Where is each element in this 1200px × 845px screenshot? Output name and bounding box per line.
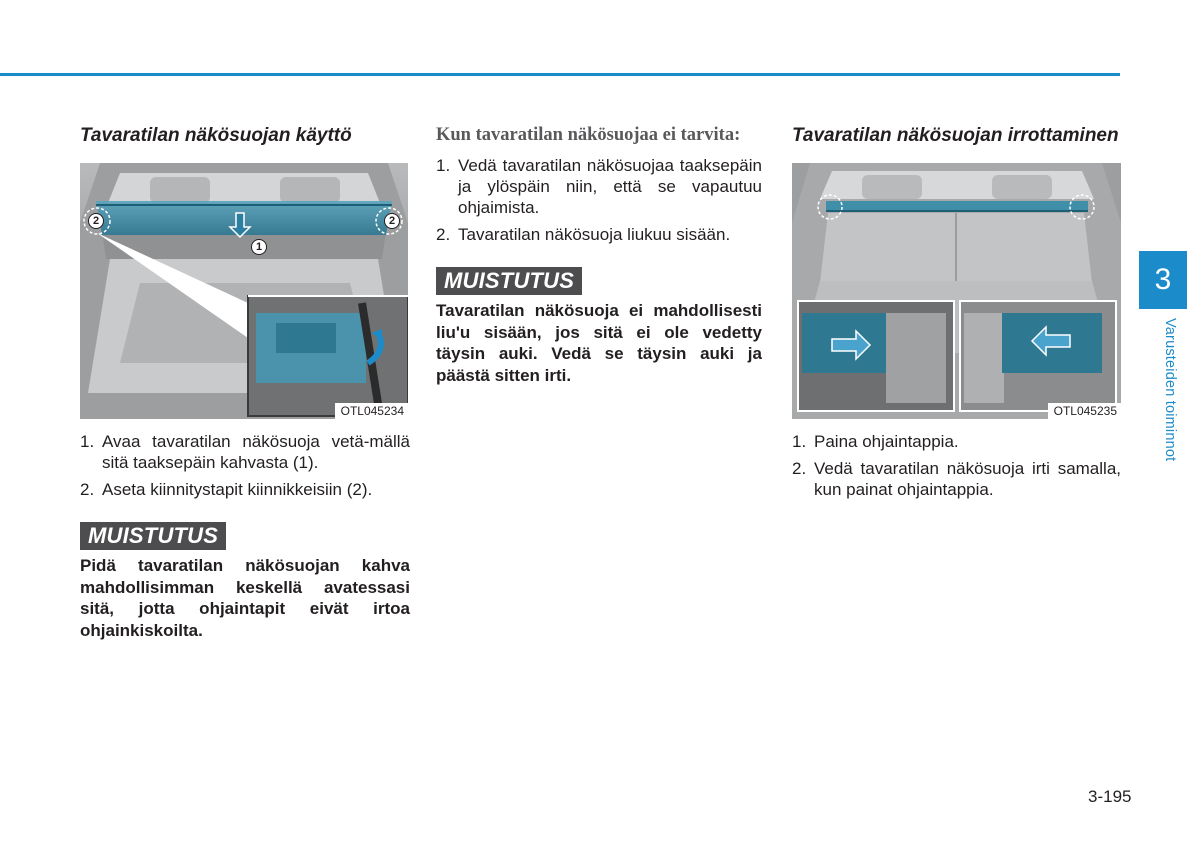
steps-list: [80, 431, 410, 500]
list-item: 1. Avaa tavaratilan näkösuoja vetä-mällä sitä taaksepäin kahvasta (1).: [80, 432, 410, 472]
column-cover-usage: [80, 125, 410, 641]
list-item: 2. Vedä tavaratilan näkösuoja irti samalla, kun painat ohjaintappia.: [792, 459, 1121, 499]
column-cover-removal: [792, 125, 1121, 506]
note-text: Tavaratilan näkösuoja ei mahdollisesti liu'u sisään, jos sitä ei ole vedetty täysin auki. Vedä se täysin auki ja päästä sitten irti.: [436, 301, 762, 385]
callout-2-right-label: 2: [384, 213, 400, 229]
cargo-removal-illustration: [792, 163, 1121, 419]
list-item: 2. Tavaratilan näkösuoja liukuu sisään.: [436, 225, 731, 244]
section-heading: Kun tavaratilan näkösuojaa ei tarvita:: [436, 125, 741, 145]
list-item: 2. Aseta kiinnitystapit kiinnikkeisiin (2).: [80, 480, 373, 499]
section-heading: Tavaratilan näkösuojan irrottaminen: [792, 125, 1119, 146]
callout-2-left-label: 2: [88, 213, 104, 229]
figure-code: OTL045235: [1048, 403, 1121, 419]
note-badge: MUISTUTUS: [436, 267, 582, 295]
chapter-number-tab: 3: [1139, 251, 1187, 309]
note-text: Pidä tavaratilan näkösuojan kahva mahdollisimman keskellä avatessasi sitä, jotta ohjaintapit eivät irtoa ohjainkiskoilta.: [80, 556, 410, 640]
steps-list: [436, 155, 762, 245]
chapter-title: Varusteiden toiminnot: [1162, 318, 1178, 462]
page-number: 3-195: [1088, 787, 1132, 806]
figure-code: OTL045234: [335, 403, 408, 419]
note-badge: MUISTUTUS: [80, 522, 226, 550]
callout-1-label: 1: [251, 239, 267, 255]
list-item: 1. Vedä tavaratilan näkösuojaa taaksepäin ja ylöspäin niin, että se vapautuu ohjaimista.: [436, 156, 762, 217]
header-rule: [0, 73, 1120, 76]
figure-cover-usage: [80, 163, 408, 419]
note-block: [80, 522, 410, 641]
steps-list: [792, 431, 1121, 500]
list-item: 1. Paina ohjaintappia.: [792, 432, 959, 451]
column-cover-retract: [436, 125, 762, 386]
figure-cover-removal: [792, 163, 1121, 419]
cargo-area-illustration: [80, 163, 408, 419]
section-heading: Tavaratilan näkösuojan käyttö: [80, 125, 352, 146]
note-block: [436, 267, 762, 386]
